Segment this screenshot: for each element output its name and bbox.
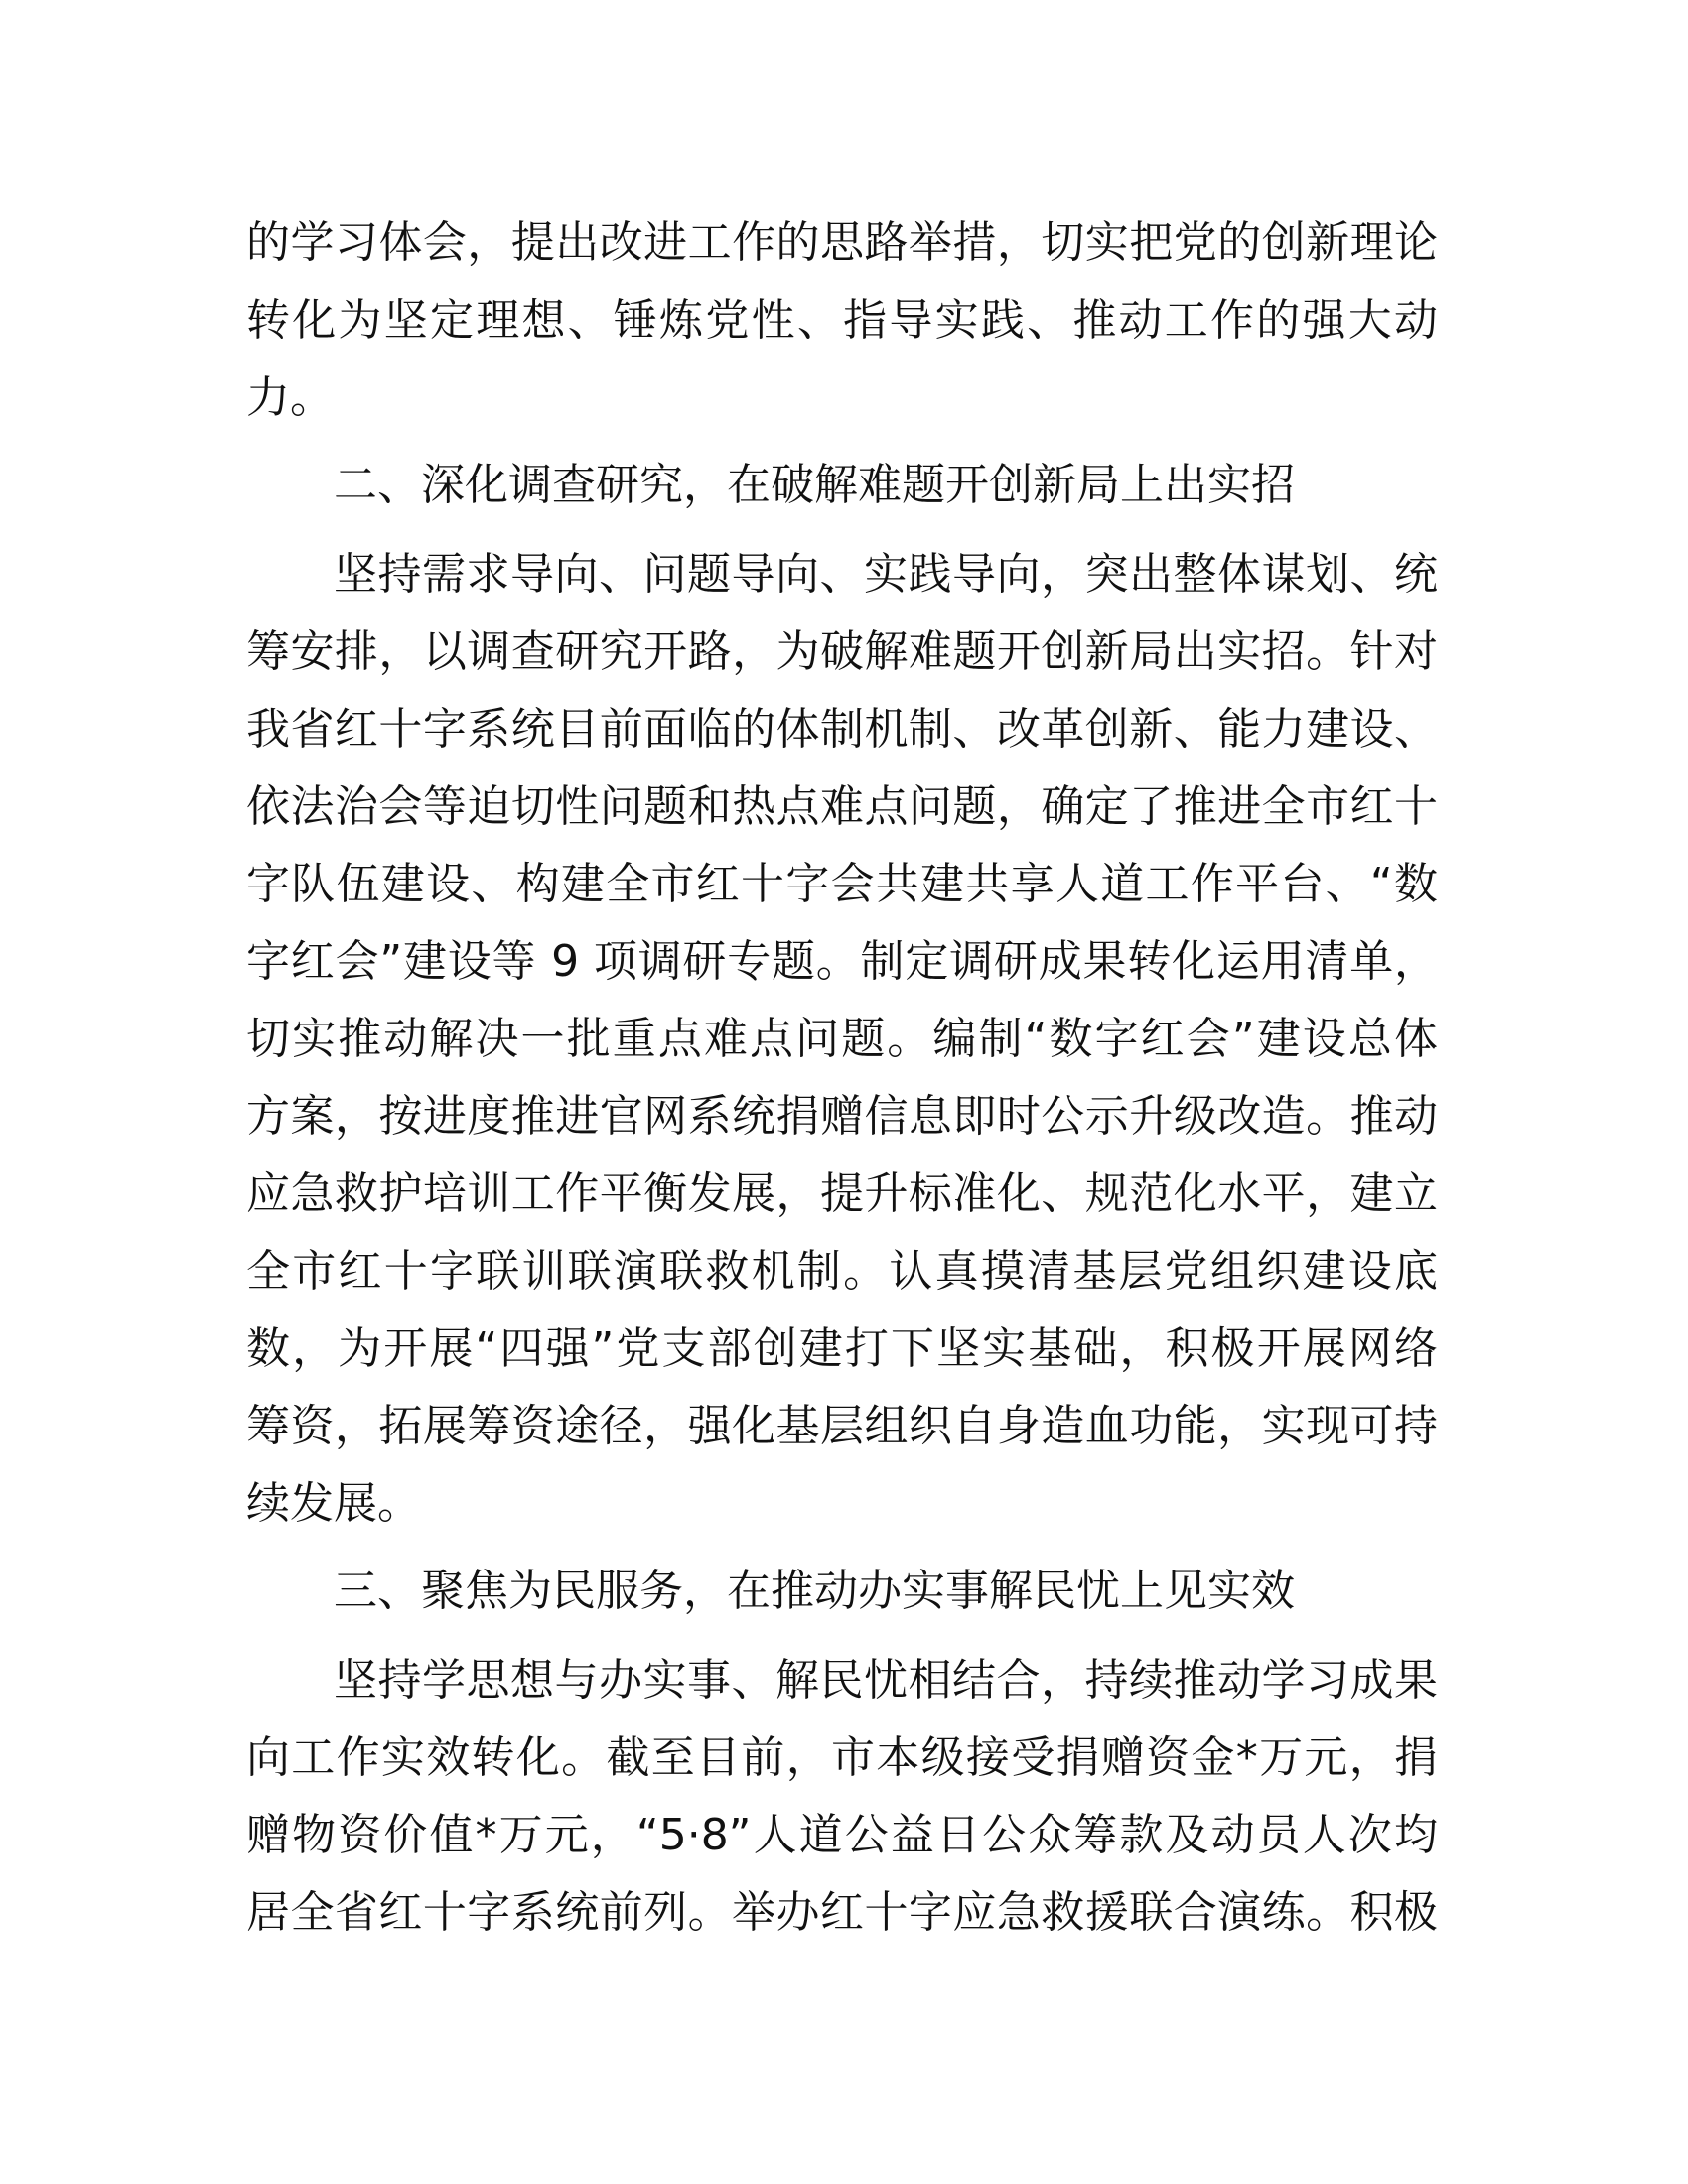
paragraph-line: 字红会”建设等 9 项调研专题。制定调研成果转化运用清单， <box>246 936 1438 987</box>
paragraph-line: 的学习体会，提出改进工作的思路举措，切实把党的创新理论 <box>246 217 1438 268</box>
paragraph-line: 居全省红十字系统前列。举办红十字应急救援联合演练。积极 <box>246 1887 1438 1938</box>
paragraph-line: 坚持需求导向、问题导向、实践导向，突出整体谋划、统 <box>334 549 1438 600</box>
paragraph-line: 赠物资价值*万元，“5·8”人道公益日公众筹款及动员人次均 <box>246 1810 1438 1860</box>
paragraph-line: 续发展。 <box>246 1478 421 1529</box>
paragraph-line: 切实推动解决一批重点难点问题。编制“数字红会”建设总体 <box>246 1014 1438 1064</box>
section-heading: 三、聚焦为民服务，在推动办实事解民忧上见实效 <box>334 1566 1295 1616</box>
paragraph-line: 字队伍建设、构建全市红十字会共建共享人道工作平台、“数 <box>246 859 1438 909</box>
paragraph-line: 筹资，拓展筹资途径，强化基层组织自身造血功能，实现可持 <box>246 1401 1438 1451</box>
paragraph-line: 转化为坚定理想、锤炼党性、指导实践、推动工作的强大动 <box>246 295 1438 345</box>
paragraph-line: 依法治会等迫切性问题和热点难点问题，确定了推进全市红十 <box>246 781 1438 832</box>
paragraph-line: 我省红十字系统目前面临的体制机制、改革创新、能力建设、 <box>246 704 1438 754</box>
paragraph-line: 全市红十字联训联演联救机制。认真摸清基层党组织建设底 <box>246 1246 1438 1297</box>
paragraph-line: 方案，按进度推进官网系统捐赠信息即时公示升级改造。推动 <box>246 1091 1438 1142</box>
paragraph-line: 应急救护培训工作平衡发展，提升标准化、规范化水平，建立 <box>246 1168 1438 1219</box>
paragraph-line: 力。 <box>246 372 334 423</box>
paragraph-line: 筹安排，以调查研究开路，为破解难题开创新局出实招。针对 <box>246 626 1438 677</box>
paragraph-line: 数，为开展“四强”党支部创建打下坚实基础，积极开展网络 <box>246 1323 1438 1374</box>
paragraph-line: 坚持学思想与办实事、解民忧相结合，持续推动学习成果 <box>334 1655 1438 1706</box>
section-heading: 二、深化调查研究，在破解难题开创新局上出实招 <box>334 460 1295 510</box>
paragraph-line: 向工作实效转化。截至目前，市本级接受捐赠资金*万元，捐 <box>246 1732 1438 1783</box>
